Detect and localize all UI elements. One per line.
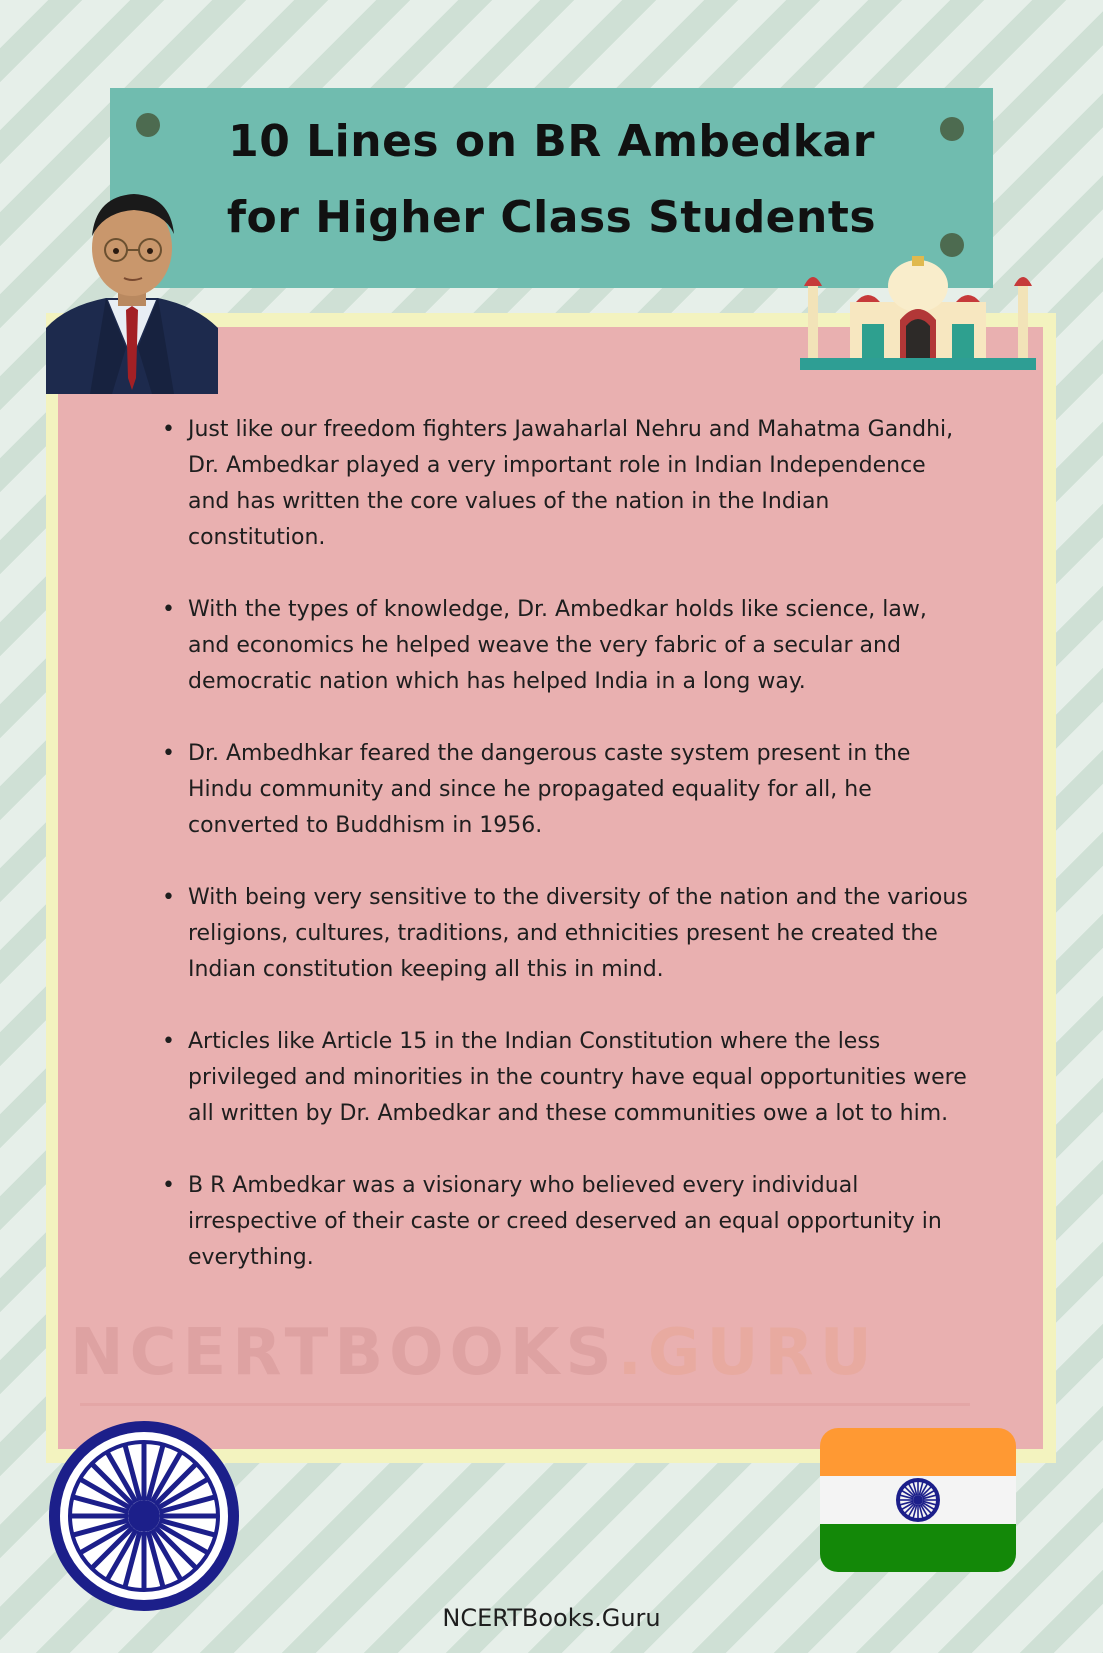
watermark [70,1318,1030,1388]
list-item-text: With the types of knowledge, Dr. Ambedkar holds like science, law, and economics he helped weave the very fabric of a secular and democratic nation which has helped India in a long way. [188,597,927,694]
list-item [160,880,970,988]
list-item [160,1168,970,1276]
list-item [160,1024,970,1132]
watermark-accent: .GURU [617,1316,878,1390]
title-line-2: for Higher Class Students [226,192,877,243]
ashoka-chakra-icon [46,1418,242,1614]
page-title [110,104,993,256]
list-item [160,412,970,556]
title-line-1: 10 Lines on BR Ambedkar [228,116,875,167]
bullet-glyph: • [162,417,175,442]
list-item [160,736,970,844]
portrait-image [46,178,218,394]
site-footer: NCERTBooks.Guru [442,1604,661,1632]
list-item-text: Just like our freedom fighters Jawaharlal Nehru and Mahatma Gandhi, Dr. Ambedkar played a very important role in Indian Independence and has written the core values of the nation in the Indian constitution. [188,417,954,550]
list-item-text: B R Ambedkar was a visionary who believed every individual irrespective of their caste or creed deserved an equal opportunity in everything. [188,1173,942,1270]
watermark-main: NCERTBOOKS [70,1316,618,1390]
taj-mahal-icon [800,250,1036,376]
bullet-glyph: • [162,741,175,766]
ambedkar-lines-list [160,412,970,1312]
bullet-glyph: • [162,1173,175,1198]
bullet-glyph: • [162,597,175,622]
list-item-text: Dr. Ambedhkar feared the dangerous caste system present in the Hindu community and since he propagated equality for all, he converted to Buddhism in 1956. [188,741,911,838]
list-item [160,592,970,700]
watermark-rule [80,1403,970,1406]
bullet-glyph: • [162,885,175,910]
list-item-text: With being very sensitive to the diversity of the nation and the various religions, cultures, traditions, and ethnicities present he created the Indian constitution keeping all this in mind. [188,885,968,982]
list-item-text: Articles like Article 15 in the Indian Constitution where the less privileged and minorities in the country have equal opportunities were all written by Dr. Ambedkar and these communities owe a lot to him. [188,1029,967,1126]
bullet-glyph: • [162,1029,175,1054]
indian-flag-icon [820,1428,1016,1572]
